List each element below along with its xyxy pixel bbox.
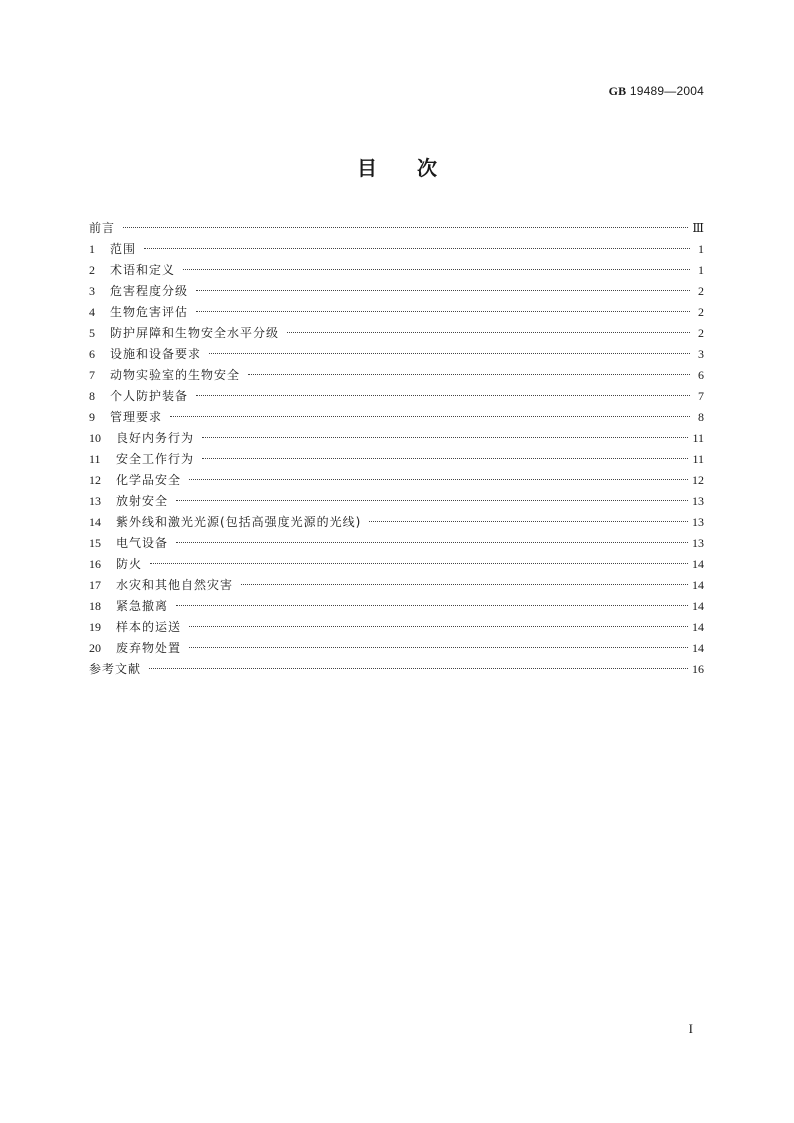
dot-leader xyxy=(176,542,688,543)
toc-entry-title: 设施和设备要求 xyxy=(110,347,202,361)
toc-entry-title: 电气设备 xyxy=(116,536,169,550)
standard-prefix: GB xyxy=(608,84,627,98)
toc-entry-title: 参考文献 xyxy=(89,662,142,676)
toc-entry-number: 1 xyxy=(89,242,95,256)
dot-leader xyxy=(170,416,690,417)
toc-entry[interactable] xyxy=(89,512,704,533)
dot-leader xyxy=(189,626,688,627)
toc-entry-page: 13 xyxy=(692,536,704,550)
toc-entry-title: 防火 xyxy=(116,557,143,571)
toc-entry-page: 1 xyxy=(698,242,704,256)
toc-entry-page: 13 xyxy=(692,515,704,529)
toc-entry-title: 放射安全 xyxy=(116,494,169,508)
toc-entry-page: Ⅲ xyxy=(692,221,704,235)
title-char-2: 次 xyxy=(417,156,437,180)
dot-leader xyxy=(196,395,690,396)
dot-leader xyxy=(176,605,688,606)
toc-entry-number: 19 xyxy=(89,620,101,634)
toc-entry-page: 8 xyxy=(698,410,704,424)
dot-leader xyxy=(202,437,688,438)
title-char-1: 目 xyxy=(357,156,377,180)
toc-entry[interactable] xyxy=(89,281,704,302)
toc-entry[interactable] xyxy=(89,428,704,449)
dot-leader xyxy=(123,227,688,228)
toc-entry-number: 14 xyxy=(89,515,101,529)
toc-entry[interactable] xyxy=(89,260,704,281)
toc-entry-page: 14 xyxy=(692,620,704,634)
table-of-contents xyxy=(89,218,704,680)
toc-entry[interactable] xyxy=(89,344,704,365)
toc-entry[interactable] xyxy=(89,302,704,323)
toc-entry[interactable] xyxy=(89,659,704,680)
toc-entry-title: 生物危害评估 xyxy=(110,305,189,319)
dot-leader xyxy=(196,311,690,312)
toc-entry-title: 良好内务行为 xyxy=(116,431,195,445)
toc-entry[interactable] xyxy=(89,638,704,659)
toc-entry-title: 范围 xyxy=(110,242,137,256)
dot-leader xyxy=(209,353,690,354)
toc-entry[interactable] xyxy=(89,470,704,491)
toc-entry-number: 15 xyxy=(89,536,101,550)
dot-leader xyxy=(241,584,688,585)
toc-entry[interactable] xyxy=(89,323,704,344)
toc-entry-number: 4 xyxy=(89,305,95,319)
toc-entry[interactable] xyxy=(89,575,704,596)
toc-entry-title: 水灾和其他自然灾害 xyxy=(116,578,234,592)
toc-entry-page: 2 xyxy=(698,305,704,319)
toc-entry-number: 18 xyxy=(89,599,101,613)
toc-entry-number: 10 xyxy=(89,431,101,445)
dot-leader xyxy=(176,500,688,501)
toc-entry-title: 紫外线和激光光源(包括高强度光源的光线) xyxy=(116,515,362,529)
toc-entry-page: 13 xyxy=(692,494,704,508)
dot-leader xyxy=(183,269,690,270)
toc-entry[interactable] xyxy=(89,239,704,260)
toc-entry-number: 7 xyxy=(89,368,95,382)
toc-entry-title: 管理要求 xyxy=(110,410,163,424)
toc-entry-title: 化学品安全 xyxy=(116,473,182,487)
toc-entry[interactable] xyxy=(89,386,704,407)
toc-entry-title: 个人防护装备 xyxy=(110,389,189,403)
toc-entry-title: 前言 xyxy=(89,221,116,235)
toc-entry-title: 术语和定义 xyxy=(110,263,176,277)
dot-leader xyxy=(196,290,690,291)
toc-entry[interactable] xyxy=(89,554,704,575)
toc-entry[interactable] xyxy=(89,491,704,512)
toc-entry-number: 17 xyxy=(89,578,101,592)
page-title xyxy=(0,152,794,181)
dot-leader xyxy=(149,668,688,669)
toc-entry[interactable] xyxy=(89,218,704,239)
toc-entry-number: 3 xyxy=(89,284,95,298)
toc-entry-number: 2 xyxy=(89,263,95,277)
toc-entry-page: 14 xyxy=(692,578,704,592)
toc-entry-number: 5 xyxy=(89,326,95,340)
toc-entry-number: 6 xyxy=(89,347,95,361)
standard-number xyxy=(609,84,704,99)
dot-leader xyxy=(189,647,688,648)
toc-entry-page: 7 xyxy=(698,389,704,403)
toc-entry-page: 11 xyxy=(692,431,704,445)
toc-entry-page: 14 xyxy=(692,599,704,613)
toc-entry-number: 20 xyxy=(89,641,101,655)
dot-leader xyxy=(248,374,690,375)
toc-entry-page: 2 xyxy=(698,284,704,298)
toc-entry-title: 危害程度分级 xyxy=(110,284,189,298)
toc-entry-number: 8 xyxy=(89,389,95,403)
toc-entry-title: 安全工作行为 xyxy=(116,452,195,466)
dot-leader xyxy=(202,458,688,459)
toc-entry[interactable] xyxy=(89,407,704,428)
standard-code: 19489—2004 xyxy=(629,84,704,98)
toc-entry-number: 16 xyxy=(89,557,101,571)
toc-entry-page: 12 xyxy=(692,473,704,487)
toc-entry-page: 1 xyxy=(698,263,704,277)
toc-entry-title: 样本的运送 xyxy=(116,620,182,634)
dot-leader xyxy=(144,248,690,249)
toc-entry-page: 3 xyxy=(698,347,704,361)
dot-leader xyxy=(287,332,690,333)
toc-entry[interactable] xyxy=(89,365,704,386)
toc-entry-number: 9 xyxy=(89,410,95,424)
toc-entry-number: 12 xyxy=(89,473,101,487)
dot-leader xyxy=(369,521,688,522)
toc-entry-page: 14 xyxy=(692,641,704,655)
toc-entry[interactable] xyxy=(89,533,704,554)
toc-entry[interactable] xyxy=(89,596,704,617)
page-folio: I xyxy=(688,1021,693,1036)
toc-entry-page: 14 xyxy=(692,557,704,571)
toc-entry-title: 防护屏障和生物安全水平分级 xyxy=(110,326,280,340)
toc-entry-title: 动物实验室的生物安全 xyxy=(110,368,241,382)
toc-entry-page: 2 xyxy=(698,326,704,340)
toc-entry[interactable] xyxy=(89,617,704,638)
dot-leader xyxy=(150,563,688,564)
dot-leader xyxy=(189,479,688,480)
toc-entry-page: 16 xyxy=(692,662,704,676)
toc-entry-title: 废弃物处置 xyxy=(116,641,182,655)
toc-entry-title: 紧急撤离 xyxy=(116,599,169,613)
toc-entry[interactable] xyxy=(89,449,704,470)
toc-entry-number: 11 xyxy=(89,452,101,466)
toc-entry-page: 6 xyxy=(698,368,704,382)
toc-entry-page: 11 xyxy=(692,452,704,466)
toc-entry-number: 13 xyxy=(89,494,101,508)
